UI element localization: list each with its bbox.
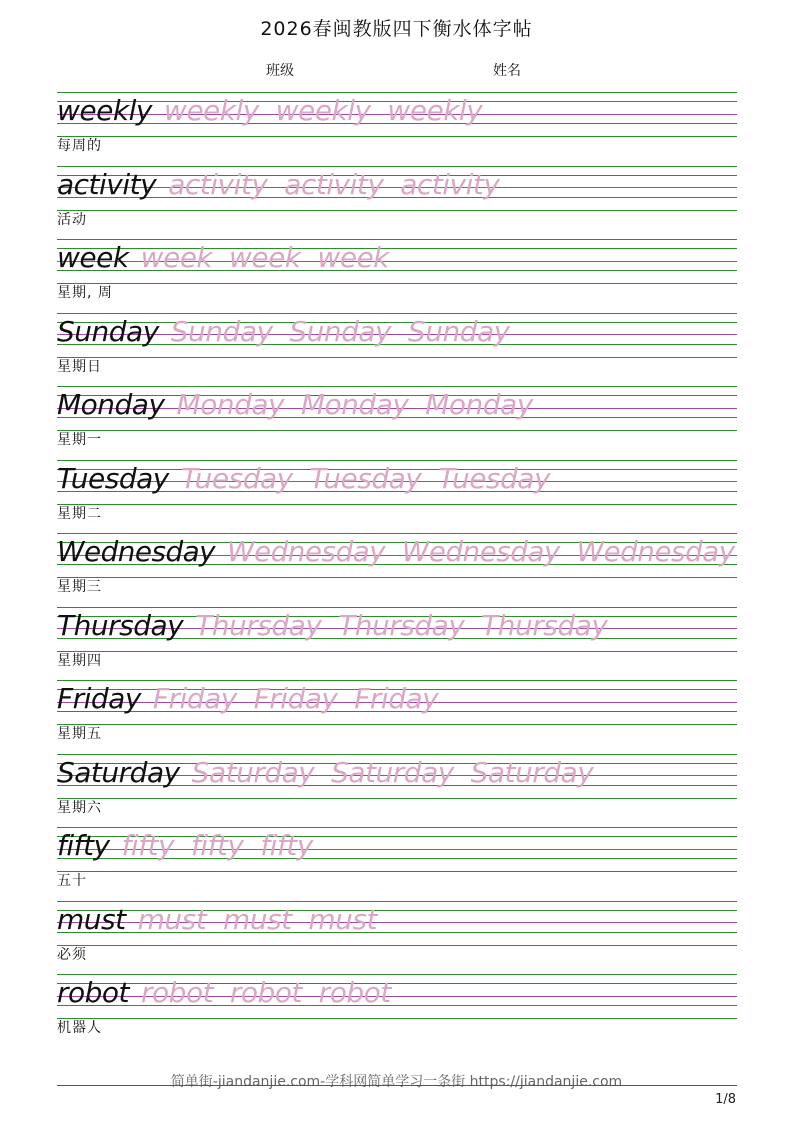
- word-line: [57, 315, 510, 349]
- word-meaning: 星期六: [57, 799, 102, 816]
- model-word: week: [57, 241, 129, 274]
- guide-line: [57, 577, 737, 578]
- model-word: Thursday: [57, 608, 184, 642]
- copybook-row: [57, 754, 737, 828]
- trace-words: must must must: [137, 902, 377, 936]
- trace-words: fifty fifty fifty: [121, 829, 313, 862]
- model-word: Monday: [57, 388, 165, 421]
- guide-line: [57, 680, 737, 681]
- guide-line: [57, 166, 737, 167]
- word-meaning: 必须: [57, 946, 87, 963]
- guide-line: [57, 504, 737, 505]
- guide-line: [57, 901, 737, 902]
- word-meaning: 星期, 周: [57, 285, 113, 301]
- model-word: Wednesday: [57, 535, 216, 568]
- copybook-row: [57, 680, 737, 754]
- trace-words: Saturday Saturday Saturday: [191, 755, 594, 789]
- word-line: [57, 535, 735, 569]
- copybook-row: [57, 974, 737, 1048]
- copybook-row: [57, 533, 737, 607]
- word-meaning: 星期三: [57, 579, 102, 595]
- word-line: [57, 168, 499, 202]
- word-meaning: 星期日: [57, 358, 102, 375]
- word-line: [57, 903, 377, 937]
- trace-words: robot robot robot: [141, 976, 391, 1009]
- trace-words: Tuesday Tuesday Tuesday: [180, 461, 551, 495]
- word-line: [57, 829, 313, 863]
- copybook-row: [57, 607, 737, 681]
- page-title: 2026春闽教版四下衡水体字帖: [260, 18, 533, 40]
- copybook-row: [57, 460, 737, 534]
- guide-line: [57, 283, 737, 284]
- trace-words: week week week: [140, 241, 389, 274]
- word-line: [57, 609, 607, 643]
- copybook-row: [57, 827, 737, 901]
- guide-line: [57, 357, 737, 358]
- guide-line: [57, 136, 737, 137]
- guide-line: [57, 239, 737, 240]
- copybook-row: [57, 901, 737, 975]
- word-meaning: 每周的: [57, 138, 102, 154]
- guide-line: [57, 386, 737, 387]
- footer-text: 简单街-jiandanjie.com-学科网简单学习一条街 https://jiandanjie.com: [170, 1074, 623, 1090]
- copybook-row: [57, 313, 737, 387]
- copybook-row: [57, 386, 737, 460]
- word-meaning: 机器人: [57, 1020, 102, 1036]
- guide-line: [57, 945, 737, 946]
- model-word: Sunday: [57, 314, 159, 348]
- class-label: 班级: [266, 63, 294, 79]
- model-word: Tuesday: [57, 461, 169, 495]
- word-line: [57, 976, 391, 1010]
- guide-line: [57, 210, 737, 211]
- word-meaning: 星期二: [57, 505, 102, 522]
- word-line: [57, 94, 482, 128]
- guide-line: [57, 460, 737, 461]
- word-meaning: 活动: [57, 211, 87, 228]
- guide-line: [57, 651, 737, 652]
- trace-words: activity activity activity: [168, 167, 500, 201]
- guide-line: [57, 92, 737, 93]
- model-word: activity: [57, 167, 157, 201]
- trace-words: Thursday Thursday Thursday: [195, 608, 608, 642]
- guide-line: [57, 798, 737, 799]
- guide-line: [57, 1018, 737, 1019]
- trace-words: Friday Friday Friday: [152, 682, 439, 715]
- word-line: [57, 682, 438, 716]
- guide-line: [57, 827, 737, 828]
- word-meaning: 星期四: [57, 652, 102, 669]
- guide-line: [57, 871, 737, 872]
- guide-line: [57, 430, 737, 431]
- model-word: robot: [57, 976, 130, 1009]
- word-meaning: 五十: [57, 873, 87, 889]
- guide-line: [57, 754, 737, 755]
- guide-line: [57, 974, 737, 975]
- word-line: [57, 462, 550, 496]
- copybook-row: [57, 92, 737, 166]
- word-line: [57, 388, 533, 422]
- footer-rule: [57, 1085, 737, 1086]
- trace-words: Sunday Sunday Sunday: [170, 314, 510, 348]
- model-word: Friday: [57, 682, 141, 715]
- copybook-row: [57, 239, 737, 313]
- guide-line: [57, 607, 737, 608]
- word-line: [57, 756, 593, 790]
- copybook-row: [57, 166, 737, 240]
- guide-line: [57, 313, 737, 314]
- guide-line: [57, 533, 737, 534]
- page-number: 1/8: [715, 1092, 736, 1107]
- model-word: weekly: [57, 94, 152, 127]
- word-meaning: 星期一: [57, 432, 102, 448]
- trace-words: weekly weekly weekly: [163, 94, 483, 127]
- model-word: fifty: [57, 829, 110, 862]
- name-label: 姓名: [493, 63, 521, 79]
- guide-line: [57, 724, 737, 725]
- word-line: [57, 241, 389, 275]
- trace-words: Wednesday Wednesday Wednesday: [226, 535, 735, 568]
- trace-words: Monday Monday Monday: [176, 388, 533, 421]
- model-word: must: [57, 902, 126, 936]
- word-meaning: 星期五: [57, 726, 102, 742]
- model-word: Saturday: [57, 755, 180, 789]
